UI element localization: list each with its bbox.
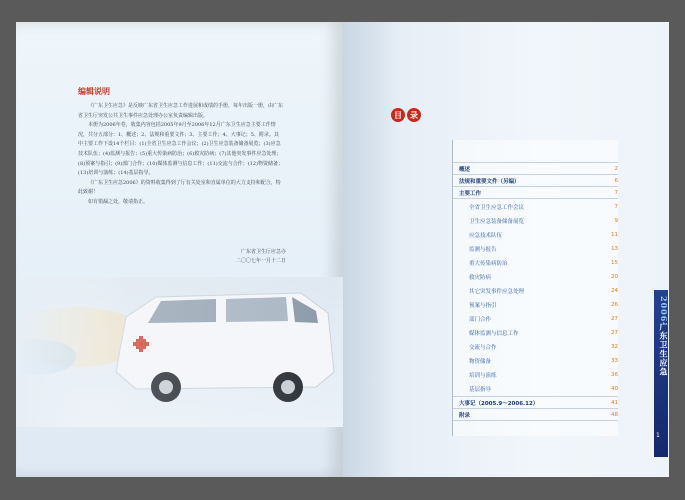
toc-heading-char: 录 — [407, 108, 421, 122]
toc-entry[interactable]: 应急技术队伍 11 — [469, 231, 618, 239]
toc-entry[interactable]: 监测与报告 13 — [469, 245, 618, 253]
signature-date: 二〇〇七年一月十二日 — [235, 258, 286, 264]
left-page — [16, 22, 343, 477]
right-page — [343, 22, 669, 477]
toc-entry[interactable]: 附录 48 — [459, 411, 618, 419]
foreword-paragraph: 《广东卫生应急2006》的资料收集得到了厅有关处室和直属单位的大力支持和配合，特此致谢！ — [78, 179, 281, 196]
toc-heading — [391, 108, 421, 122]
toc-entry[interactable]: 救灾防病 20 — [469, 273, 618, 281]
foreword-paragraph: 《广东卫生应急》是反映广东省卫生应急工作进展和成绩的手册，每年出版一册，由广东省卫生厅突发公共卫生事件应急处理办公室负责编辑出版。 — [78, 103, 284, 119]
toc-entry[interactable]: 基层指导 40 — [469, 385, 618, 393]
toc-entry[interactable]: 概述 2 — [459, 165, 618, 173]
signature — [186, 248, 286, 266]
toc-entry[interactable]: 其它突发事件应急处理 24 — [469, 287, 618, 295]
toc-entry[interactable]: 大事记（2005.9～2006.12） 41 — [459, 399, 618, 407]
toc-heading-char: 目 — [391, 108, 405, 122]
toc-entry[interactable]: 交流与合作 32 — [469, 343, 618, 351]
foreword-paragraph: 本册为2006年卷，收集内容包括2005年9月至2006年12月广东卫生应急主要工作情况，共分五部分：1、概述；2、法规和重要文件；3、主要工作；4、大事记；5、附录。其中主要工作下设14个栏目：(1)全省卫生应急工作会议；(2)卫生应急装备储备展览；(3)应急技术队伍；(4)监测与报告；(5)重大传染病防治；(6)救灾防病；(7)其他突发事件应急处理；(8)预案与指引；(9)部门合作；(10)媒体监测与信息工作；(11)交流与合作；(12)物资储备；(13)培训与演练；(14)基层指导。 — [78, 122, 283, 177]
page-number: 1 — [656, 432, 660, 439]
toc-entry[interactable]: 物资储备 33 — [469, 357, 618, 365]
toc-entry[interactable]: 预案与指引 26 — [469, 301, 618, 309]
toc-entry[interactable]: 全省卫生应急工作会议 7 — [469, 203, 618, 211]
spine-title: 2006广东卫生应急 — [659, 296, 669, 377]
toc-entry[interactable]: 重大传染病防治 15 — [469, 259, 618, 267]
toc-entry[interactable]: 媒体监测与信息工作 27 — [469, 329, 618, 337]
toc-entry[interactable]: 部门合作 27 — [469, 315, 618, 323]
toc-entry[interactable]: 法规和重要文件（另编） 6 — [459, 177, 618, 185]
toc-entry[interactable]: 主要工作 7 — [459, 189, 618, 197]
toc-entry[interactable]: 培训与演练 36 — [469, 371, 618, 379]
ambulance-image — [16, 277, 343, 427]
foreword-title: 编辑说明 — [78, 86, 110, 96]
foreword-body — [78, 102, 283, 208]
foreword-paragraph: 如有错漏之处，敬请指正。 — [88, 198, 149, 205]
toc-panel — [452, 140, 618, 436]
toc-entry[interactable]: 卫生应急装备储备展览 9 — [469, 217, 618, 225]
signature-org: 广东省卫生厅应急办 — [240, 249, 286, 255]
